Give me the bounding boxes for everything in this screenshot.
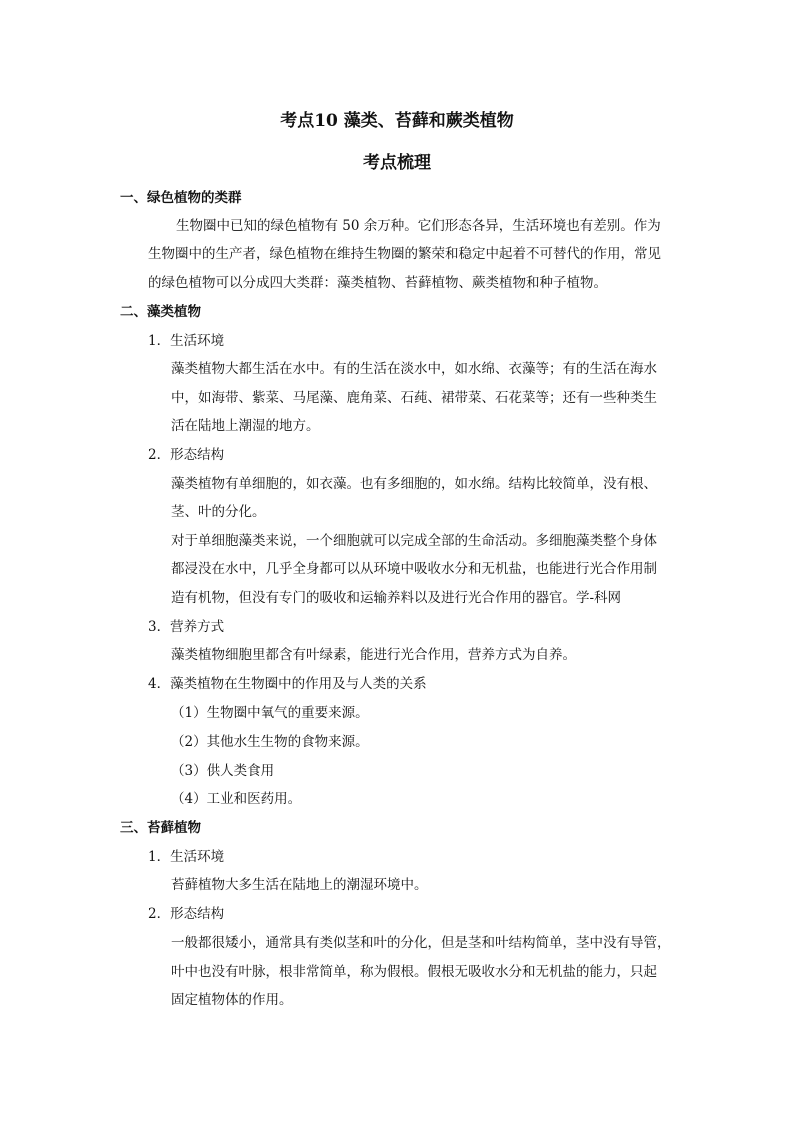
item-line: 一般都很矮小，通常具有类似茎和叶的分化，但是茎和叶结构简单，茎中没有导管，	[171, 935, 671, 951]
item-line: 造有机物，但没有专门的吸收和运输养料以及进行光合作用的器官。学-科网	[171, 590, 622, 606]
item-line: 中，如海带、紫菜、马尾藻、鹿角菜、石莼、裙带菜、石花菜等；还有一些种类生	[171, 390, 657, 406]
item-label: 2．形态结构	[148, 447, 225, 463]
item-line: 藻类植物有单细胞的，如衣藻。也有多细胞的，如水绵。结构比较简单，没有根、	[171, 476, 657, 492]
section-heading-algae: 二、藻类植物	[120, 304, 201, 320]
document-subtitle: 考点梳理	[363, 153, 431, 173]
item-line: 叶中也没有叶脉，根非常简单，称为假根。假根无吸收水分和无机盐的能力，只起	[171, 964, 657, 980]
item-line: 茎、叶的分化。	[171, 504, 266, 520]
list-item: （1）生物圈中氧气的重要来源。	[171, 705, 369, 721]
item-label: 4．藻类植物在生物圈中的作用及与人类的关系	[148, 676, 427, 692]
list-item: （2）其他水生生物的食物来源。	[171, 734, 369, 750]
section-heading-mosses: 三、苔藓植物	[120, 820, 201, 836]
document-title: 考点10 藻类、苔藓和蕨类植物	[280, 111, 514, 131]
item-label: 1．生活环境	[148, 849, 225, 865]
paragraph-line: 生物圈中已知的绿色植物有 50 余万种。它们形态各异，生活环境也有差别。作为	[176, 218, 661, 234]
item-label: 2．形态结构	[148, 906, 225, 922]
item-label: 3．营养方式	[148, 619, 225, 635]
list-item: （3）供人类食用	[171, 763, 275, 779]
item-label: 1．生活环境	[148, 333, 225, 349]
item-line: 活在陆地上潮湿的地方。	[171, 418, 320, 434]
item-line: 藻类植物细胞里都含有叶绿素，能进行光合作用，营养方式为自养。	[171, 647, 576, 663]
item-line: 固定植物体的作用。	[171, 992, 293, 1008]
section-heading-green-plants: 一、绿色植物的类群	[120, 190, 242, 206]
item-line: 藻类植物大都生活在水中。有的生活在淡水中，如水绵、衣藻等；有的生活在海水	[171, 361, 657, 377]
paragraph-line: 生物圈中的生产者，绿色植物在维持生物圈的繁荣和稳定中起着不可替代的作用，常见	[148, 246, 661, 262]
item-line: 都浸没在水中，几乎全身都可以从环境中吸收水分和无机盐，也能进行光合作用制	[171, 561, 657, 577]
item-line: 苔藓植物大多生活在陆地上的潮湿环境中。	[171, 877, 428, 893]
paragraph-line: 的绿色植物可以分成四大类群：藻类植物、苔藓植物、蕨类植物和种子植物。	[148, 275, 607, 291]
list-item: （4）工业和医药用。	[171, 791, 302, 807]
item-line: 对于单细胞藻类来说，一个细胞就可以完成全部的生命活动。多细胞藻类整个身体	[171, 533, 657, 549]
